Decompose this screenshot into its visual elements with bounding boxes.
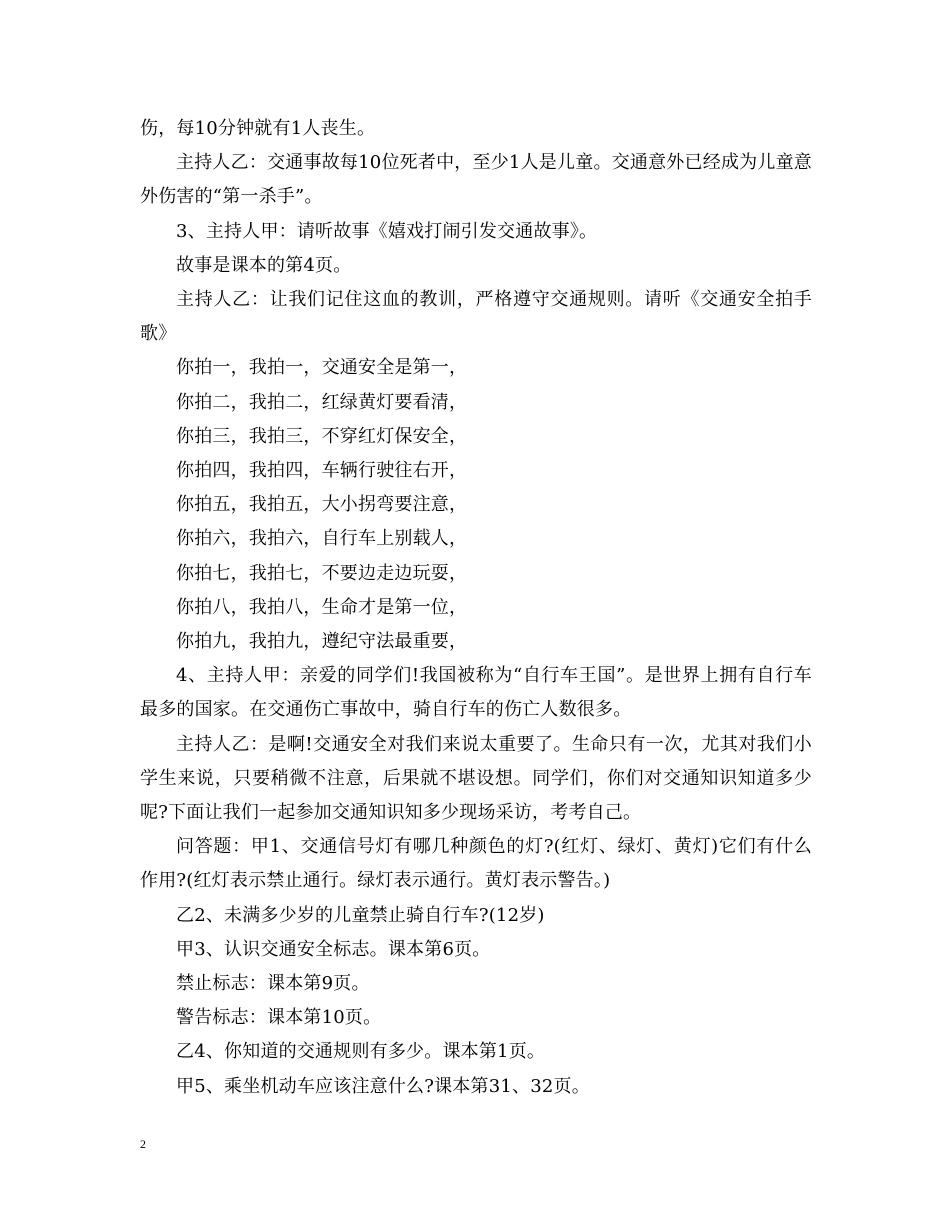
- paragraph: 故事是课本的第4页。: [176, 254, 352, 276]
- question-paragraph: 警告标志：课本第10页。: [176, 1007, 382, 1029]
- question-paragraph: 乙4、你知道的交通规则有多少。课本第1页。: [176, 1041, 546, 1063]
- song-line: 你拍八，我拍八，生命才是第一位，: [176, 596, 468, 618]
- song-line: 你拍七，我拍七，不要边走边玩耍，: [176, 562, 468, 584]
- question-paragraph: 乙2、未满多少岁的儿童禁止骑自行车?(12岁): [176, 904, 545, 926]
- song-line: 你拍二，我拍二，红绿黄灯要看清，: [176, 391, 468, 413]
- question-paragraph: 禁止标志：课本第9页。: [176, 973, 370, 995]
- paragraph: 伤，每10分钟就有1人丧生。: [140, 118, 376, 139]
- question-paragraph: 甲5、乘坐机动车应该注意什么?课本第31、32页。: [176, 1075, 590, 1097]
- song-line: 你拍五，我拍五，大小拐弯要注意，: [176, 494, 468, 516]
- paragraph: 主持人乙：让我们记住这血的教训，严格遵守交通规则。请听《交通安全拍手歌》: [140, 289, 812, 345]
- paragraph: 主持人乙：是啊!交通安全对我们来说太重要了。生命只有一次，尤其对我们小学生来说，只要稍微不注意，后果就不堪设想。同学们，你们对交通知识知道多少呢?下面让我们一起参加交通知识知多少现场采访，考考自己。: [140, 733, 812, 824]
- question-paragraph: 甲3、认识交通安全标志。课本第6页。: [176, 938, 491, 960]
- song-line: 你拍一，我拍一，交通安全是第一，: [176, 357, 468, 379]
- song-line: 你拍三，我拍三，不穿红灯保安全，: [176, 425, 468, 447]
- song-line: 你拍六，我拍六，自行车上别载人，: [176, 528, 468, 550]
- page-number: 2: [140, 1137, 146, 1151]
- document-body: [140, 112, 812, 1104]
- paragraph: 3、主持人甲：请听故事《嬉戏打闹引发交通故事》。: [176, 220, 598, 242]
- paragraph: 4、主持人甲：亲爱的同学们!我国被称为“自行车王国”。是世界上拥有自行车最多的国家。在交通伤亡事故中，骑自行车的伤亡人数很多。: [140, 665, 812, 721]
- paragraph: 主持人乙：交通事故每10位死者中，至少1人是儿童。交通意外已经成为儿童意外伤害的“第一杀手”。: [140, 152, 812, 208]
- question-paragraph: 问答题：甲1、交通信号灯有哪几种颜色的灯?(红灯、绿灯、黄灯)它们有什么作用?(红灯表示禁止通行。绿灯表示通行。黄灯表示警告。): [140, 836, 812, 892]
- song-line: 你拍四，我拍四，车辆行驶往右开，: [176, 460, 468, 482]
- song-line: 你拍九，我拍九，遵纪守法最重要，: [176, 631, 468, 653]
